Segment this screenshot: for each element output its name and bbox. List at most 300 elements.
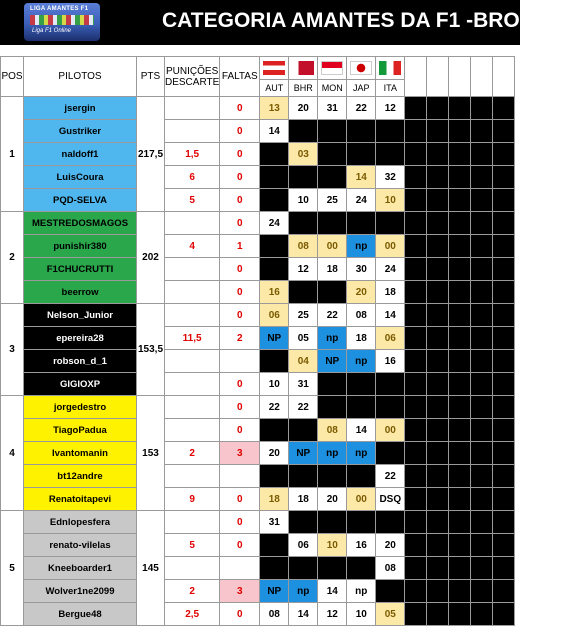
driver-row	[1, 143, 515, 166]
empty-race-cell	[493, 396, 515, 419]
race-result-jap: 10	[347, 603, 376, 626]
empty-race-cell	[405, 373, 427, 396]
race-result-bhr: 06	[289, 534, 318, 557]
race-result-bhr	[289, 557, 318, 580]
empty-race-cell	[405, 281, 427, 304]
empty-race-cell	[493, 120, 515, 143]
driver-name: Nelson_Junior	[24, 304, 137, 327]
race-result-aut: 24	[260, 212, 289, 235]
race-result-aut	[260, 419, 289, 442]
driver-name: robson_d_1	[24, 350, 137, 373]
race-result-bhr: 22	[289, 396, 318, 419]
driver-name: jorgedestro	[24, 396, 137, 419]
penalty-cell	[165, 350, 220, 373]
japan-flag-icon	[350, 61, 372, 75]
race-result-aut	[260, 143, 289, 166]
race-result-mon: 18	[318, 258, 347, 281]
race-header-mon: MON	[318, 80, 347, 97]
race-result-bhr: np	[289, 580, 318, 603]
empty-race-cell	[449, 258, 471, 281]
absences-cell: 0	[220, 212, 260, 235]
points-cell: 153,5	[137, 304, 165, 396]
race-result-ita: 10	[376, 189, 405, 212]
driver-row	[1, 465, 515, 488]
empty-race-cell	[427, 189, 449, 212]
race-result-ita: 06	[376, 327, 405, 350]
race-result-mon: 31	[318, 97, 347, 120]
empty-race-cell	[471, 120, 493, 143]
race-result-jap: np	[347, 235, 376, 258]
driver-name: F1CHUCRUTTI	[24, 258, 137, 281]
penalty-cell	[165, 304, 220, 327]
driver-name: Wolver1ne2099	[24, 580, 137, 603]
empty-race-cell	[449, 396, 471, 419]
empty-race-cell	[427, 442, 449, 465]
empty-race-cell	[427, 97, 449, 120]
race-result-jap: 22	[347, 97, 376, 120]
race-result-mon: np	[318, 442, 347, 465]
race-result-aut: 31	[260, 511, 289, 534]
empty-race-cell	[405, 488, 427, 511]
race-result-aut	[260, 350, 289, 373]
race-result-ita: 24	[376, 258, 405, 281]
empty-race-cell	[449, 580, 471, 603]
race-result-jap	[347, 120, 376, 143]
driver-row	[1, 212, 515, 235]
driver-name: Kneeboarder1	[24, 557, 137, 580]
race-result-aut: 14	[260, 120, 289, 143]
empty-race-cell	[427, 580, 449, 603]
race-result-bhr	[289, 419, 318, 442]
empty-race-cell	[493, 465, 515, 488]
absences-cell: 0	[220, 258, 260, 281]
page-header	[0, 0, 562, 45]
empty-race-cell	[471, 304, 493, 327]
points-cell: 217,5	[137, 97, 165, 212]
race-result-bhr	[289, 281, 318, 304]
driver-row	[1, 304, 515, 327]
absences-cell: 1	[220, 235, 260, 258]
absences-cell: 0	[220, 304, 260, 327]
race-result-mon: 25	[318, 189, 347, 212]
empty-race-cell	[471, 603, 493, 626]
empty-race-cell	[427, 603, 449, 626]
race-result-mon: 10	[318, 534, 347, 557]
driver-row	[1, 235, 515, 258]
empty-race-cell	[493, 557, 515, 580]
race-result-jap	[347, 557, 376, 580]
race-result-mon: 00	[318, 235, 347, 258]
race-result-aut	[260, 534, 289, 557]
race-result-mon: 20	[318, 488, 347, 511]
empty-race-cell	[405, 327, 427, 350]
empty-race-cell	[471, 212, 493, 235]
empty-race-cell	[405, 465, 427, 488]
empty-race-cell	[405, 511, 427, 534]
driver-name: TiagoPadua	[24, 419, 137, 442]
driver-row	[1, 488, 515, 511]
race-result-bhr	[289, 212, 318, 235]
race-result-aut: NP	[260, 327, 289, 350]
empty-race-cell	[449, 281, 471, 304]
absences-cell: 0	[220, 373, 260, 396]
race-result-ita: 16	[376, 350, 405, 373]
penalty-cell: 6	[165, 166, 220, 189]
empty-race-cell	[493, 511, 515, 534]
race-result-bhr: 25	[289, 304, 318, 327]
empty-race-cell	[405, 143, 427, 166]
driver-row	[1, 419, 515, 442]
empty-race-cell	[471, 97, 493, 120]
driver-name: Gustriker	[24, 120, 137, 143]
race-result-bhr: 31	[289, 373, 318, 396]
penalty-cell	[165, 258, 220, 281]
penalty-cell: 11,5	[165, 327, 220, 350]
race-result-jap: 24	[347, 189, 376, 212]
empty-race-cell	[405, 189, 427, 212]
empty-race-cell	[427, 258, 449, 281]
driver-name: Renatoitapevi	[24, 488, 137, 511]
driver-name: jsergin	[24, 97, 137, 120]
absences-cell: 3	[220, 580, 260, 603]
race-result-aut	[260, 166, 289, 189]
race-result-jap: 20	[347, 281, 376, 304]
race-result-mon: 12	[318, 603, 347, 626]
driver-name: Bergue48	[24, 603, 137, 626]
empty-race-cell	[493, 373, 515, 396]
race-result-bhr	[289, 166, 318, 189]
race-result-ita: DSQ	[376, 488, 405, 511]
penalty-cell	[165, 419, 220, 442]
driver-row	[1, 534, 515, 557]
race-result-mon	[318, 373, 347, 396]
header-pos: POS	[1, 57, 24, 97]
empty-race-cell	[493, 327, 515, 350]
race-result-jap	[347, 143, 376, 166]
standings-table-wrap	[0, 56, 515, 626]
empty-race-cell	[449, 120, 471, 143]
race-result-bhr: 05	[289, 327, 318, 350]
driver-name: epereira28	[24, 327, 137, 350]
empty-race-cell	[471, 442, 493, 465]
race-result-aut: 10	[260, 373, 289, 396]
race-result-mon	[318, 143, 347, 166]
empty-race-cell	[427, 373, 449, 396]
driver-row	[1, 166, 515, 189]
empty-race-cell	[471, 511, 493, 534]
empty-race-cell	[449, 97, 471, 120]
race-header-aut: AUT	[260, 80, 289, 97]
penalty-cell	[165, 557, 220, 580]
driver-row	[1, 189, 515, 212]
driver-name: PQD-SELVA	[24, 189, 137, 212]
empty-race-cell	[405, 212, 427, 235]
empty-race-header	[449, 57, 471, 97]
driver-row	[1, 396, 515, 419]
race-result-aut: 22	[260, 396, 289, 419]
race-result-ita	[376, 212, 405, 235]
absences-cell	[220, 350, 260, 373]
empty-race-cell	[405, 120, 427, 143]
race-result-jap: 00	[347, 488, 376, 511]
empty-race-cell	[471, 189, 493, 212]
absences-cell	[220, 557, 260, 580]
race-result-mon	[318, 396, 347, 419]
empty-race-cell	[493, 212, 515, 235]
empty-race-cell	[493, 143, 515, 166]
race-result-jap: np	[347, 350, 376, 373]
driver-name: bt12andre	[24, 465, 137, 488]
empty-race-cell	[405, 603, 427, 626]
race-result-mon: 08	[318, 419, 347, 442]
race-result-bhr	[289, 465, 318, 488]
flag-jap-cell	[347, 57, 376, 80]
empty-race-cell	[449, 419, 471, 442]
header-drivers: PILOTOS	[24, 57, 137, 97]
race-result-jap	[347, 212, 376, 235]
race-result-ita	[376, 580, 405, 603]
empty-race-cell	[427, 396, 449, 419]
empty-race-cell	[405, 350, 427, 373]
race-result-bhr: 18	[289, 488, 318, 511]
race-result-aut: 18	[260, 488, 289, 511]
empty-race-cell	[493, 419, 515, 442]
header-pts: PTS	[137, 57, 165, 97]
empty-race-cell	[449, 373, 471, 396]
empty-race-cell	[405, 396, 427, 419]
penalty-cell: 5	[165, 189, 220, 212]
race-result-jap: 30	[347, 258, 376, 281]
empty-race-cell	[471, 373, 493, 396]
race-result-aut: 16	[260, 281, 289, 304]
race-result-mon	[318, 212, 347, 235]
empty-race-cell	[427, 419, 449, 442]
driver-row	[1, 327, 515, 350]
race-result-bhr	[289, 511, 318, 534]
empty-race-cell	[471, 396, 493, 419]
empty-race-cell	[427, 212, 449, 235]
empty-race-cell	[449, 350, 471, 373]
driver-name: Ivantomanin	[24, 442, 137, 465]
empty-race-cell	[405, 166, 427, 189]
race-result-ita: 08	[376, 557, 405, 580]
driver-row	[1, 350, 515, 373]
race-result-ita: 00	[376, 235, 405, 258]
empty-race-cell	[449, 534, 471, 557]
italy-flag-icon	[379, 61, 401, 75]
penalty-cell	[165, 373, 220, 396]
driver-row	[1, 258, 515, 281]
position-cell: 3	[1, 304, 24, 396]
race-result-aut: 20	[260, 442, 289, 465]
header-punicoes	[165, 57, 220, 97]
empty-race-cell	[449, 557, 471, 580]
position-cell: 2	[1, 212, 24, 304]
empty-race-cell	[493, 189, 515, 212]
absences-cell: 0	[220, 603, 260, 626]
empty-race-cell	[405, 557, 427, 580]
race-result-mon: 22	[318, 304, 347, 327]
race-result-bhr: 14	[289, 603, 318, 626]
driver-row	[1, 97, 515, 120]
race-result-bhr: 20	[289, 97, 318, 120]
penalty-cell: 2	[165, 442, 220, 465]
empty-race-cell	[493, 235, 515, 258]
absences-cell: 0	[220, 534, 260, 557]
empty-race-cell	[493, 580, 515, 603]
empty-race-header	[427, 57, 449, 97]
empty-race-cell	[427, 465, 449, 488]
absences-cell: 3	[220, 442, 260, 465]
race-result-bhr: 03	[289, 143, 318, 166]
empty-race-cell	[449, 189, 471, 212]
empty-race-cell	[493, 304, 515, 327]
race-result-bhr: NP	[289, 442, 318, 465]
driver-row	[1, 511, 515, 534]
position-cell: 1	[1, 97, 24, 212]
empty-race-cell	[471, 258, 493, 281]
empty-race-cell	[449, 143, 471, 166]
empty-race-cell	[427, 511, 449, 534]
absences-cell: 0	[220, 488, 260, 511]
empty-race-cell	[427, 488, 449, 511]
driver-row	[1, 557, 515, 580]
empty-race-cell	[427, 304, 449, 327]
absences-cell: 0	[220, 396, 260, 419]
absences-cell: 0	[220, 281, 260, 304]
empty-race-cell	[471, 350, 493, 373]
empty-race-cell	[449, 465, 471, 488]
empty-race-cell	[493, 534, 515, 557]
race-result-mon	[318, 166, 347, 189]
empty-race-header	[405, 57, 427, 97]
absences-cell: 0	[220, 97, 260, 120]
empty-race-cell	[427, 120, 449, 143]
race-result-jap: 14	[347, 166, 376, 189]
race-result-ita	[376, 442, 405, 465]
empty-race-cell	[449, 488, 471, 511]
race-result-jap	[347, 373, 376, 396]
race-result-ita: 14	[376, 304, 405, 327]
empty-race-cell	[471, 235, 493, 258]
absences-cell: 0	[220, 143, 260, 166]
empty-race-cell	[427, 327, 449, 350]
race-result-mon	[318, 281, 347, 304]
empty-race-cell	[405, 442, 427, 465]
absences-cell: 2	[220, 327, 260, 350]
race-result-aut: NP	[260, 580, 289, 603]
empty-race-cell	[471, 580, 493, 603]
empty-race-cell	[493, 97, 515, 120]
race-result-bhr: 08	[289, 235, 318, 258]
race-header-jap: JAP	[347, 80, 376, 97]
race-result-mon	[318, 465, 347, 488]
penalty-cell: 4	[165, 235, 220, 258]
driver-name: renato-vilelas	[24, 534, 137, 557]
flag-aut-cell	[260, 57, 289, 80]
standings-table	[0, 56, 515, 626]
race-result-ita: 05	[376, 603, 405, 626]
header-descarte-label: DESCARTE	[165, 76, 220, 88]
driver-row	[1, 603, 515, 626]
race-header-ita: ITA	[376, 80, 405, 97]
race-result-aut: 13	[260, 97, 289, 120]
empty-race-cell	[449, 235, 471, 258]
empty-race-cell	[471, 534, 493, 557]
driver-name: LuisCoura	[24, 166, 137, 189]
penalty-cell	[165, 465, 220, 488]
absences-cell: 0	[220, 511, 260, 534]
race-result-aut	[260, 189, 289, 212]
empty-race-cell	[493, 281, 515, 304]
race-result-mon: 14	[318, 580, 347, 603]
points-cell: 153	[137, 396, 165, 511]
monaco-flag-icon	[321, 61, 343, 75]
empty-race-header	[471, 57, 493, 97]
empty-race-cell	[427, 557, 449, 580]
penalty-cell: 2	[165, 580, 220, 603]
race-result-jap: 18	[347, 327, 376, 350]
empty-race-cell	[449, 511, 471, 534]
driver-name: naldoff1	[24, 143, 137, 166]
absences-cell: 0	[220, 120, 260, 143]
race-result-jap: 16	[347, 534, 376, 557]
driver-row	[1, 373, 515, 396]
absences-cell: 0	[220, 419, 260, 442]
empty-race-cell	[405, 258, 427, 281]
penalty-cell: 1,5	[165, 143, 220, 166]
absences-cell	[220, 465, 260, 488]
race-result-bhr	[289, 120, 318, 143]
empty-race-cell	[449, 603, 471, 626]
header-faltas: FALTAS	[220, 57, 260, 97]
empty-race-cell	[449, 304, 471, 327]
driver-name: GIGIOXP	[24, 373, 137, 396]
empty-race-cell	[405, 419, 427, 442]
race-result-ita: 12	[376, 97, 405, 120]
race-result-ita: 22	[376, 465, 405, 488]
driver-name: Ednlopesfera	[24, 511, 137, 534]
race-result-aut	[260, 258, 289, 281]
header-punicoes-label: PUNIÇÕES	[166, 65, 219, 77]
driver-row	[1, 442, 515, 465]
empty-race-cell	[427, 534, 449, 557]
penalty-cell	[165, 212, 220, 235]
empty-race-cell	[427, 350, 449, 373]
driver-name: punishir380	[24, 235, 137, 258]
empty-race-cell	[493, 488, 515, 511]
race-result-bhr: 04	[289, 350, 318, 373]
race-result-jap: 08	[347, 304, 376, 327]
race-result-ita	[376, 396, 405, 419]
race-result-jap	[347, 465, 376, 488]
logo-bottom-text: Liga F1 Online	[32, 28, 72, 34]
flag-mon-cell	[318, 57, 347, 80]
empty-race-cell	[449, 327, 471, 350]
empty-race-cell	[471, 327, 493, 350]
penalty-cell: 2,5	[165, 603, 220, 626]
empty-race-cell	[405, 580, 427, 603]
empty-race-cell	[405, 304, 427, 327]
points-cell: 145	[137, 511, 165, 626]
penalty-cell	[165, 281, 220, 304]
race-result-mon	[318, 511, 347, 534]
race-result-bhr: 10	[289, 189, 318, 212]
position-cell: 5	[1, 511, 24, 626]
empty-race-cell	[427, 166, 449, 189]
race-result-ita: 32	[376, 166, 405, 189]
race-result-ita: 20	[376, 534, 405, 557]
